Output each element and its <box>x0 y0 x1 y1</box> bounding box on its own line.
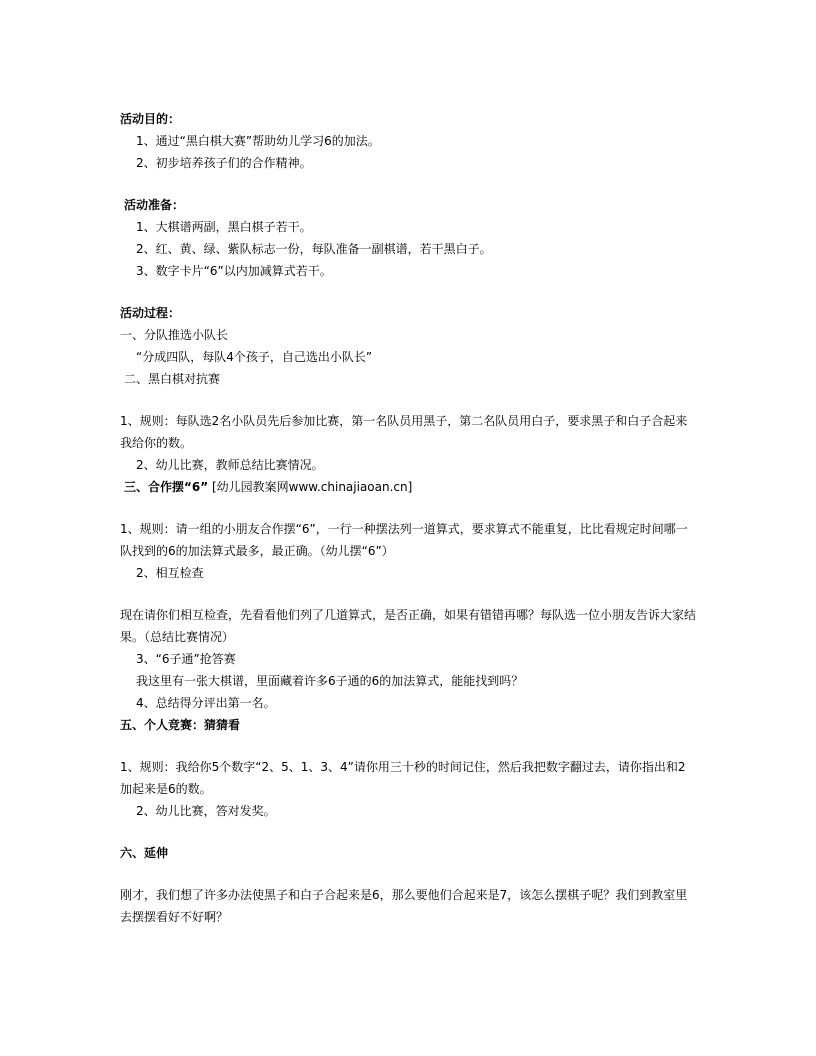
section-3-item-3: 3、“6子通”抢答赛 <box>136 652 236 666</box>
section-3-item-4: 4、总结得分评出第一名。 <box>136 696 276 710</box>
goal-heading: 活动目的： <box>120 112 181 126</box>
process-heading: 活动过程： <box>120 306 181 320</box>
section-2-item-2: 2、幼儿比赛，教师总结比赛情况。 <box>136 458 324 472</box>
section-3-heading-line <box>124 478 412 496</box>
prep-heading: 活动准备： <box>124 198 185 212</box>
section-3-rule-line-2: 队找到的6的加法算式最多，最正确。（幼儿摆“6”） <box>120 544 394 558</box>
section-3-item-2: 2、相互检查 <box>136 566 204 580</box>
section-3-heading: 三、合作摆“6” <box>124 480 209 494</box>
prep-item-2: 2、红、黄、绿、紫队标志一份，每队准备一副棋谱，若干黑白子。 <box>136 242 492 256</box>
source-link[interactable]: [幼儿园教案网www.chinajiaoan.cn] <box>211 480 413 494</box>
section-3-rule-line-1: 1、规则：请一组的小朋友合作摆“6”，一行一种摆法列一道算式，要求算式不能重复，比比看规定时间哪一 <box>120 522 688 536</box>
prep-item-1: 1、大棋谱两副，黑白棋子若干。 <box>136 220 312 234</box>
section-2-rule-line-2: 我给你的数。 <box>120 436 193 450</box>
section-1-heading: 一、分队推选小队长 <box>120 328 229 342</box>
section-3-check-line-2: 果。（总结比赛情况） <box>120 630 235 644</box>
section-1-text: “分成四队，每队4个孩子，自己选出小队长” <box>136 350 373 364</box>
section-3-check-line-1: 现在请你们相互检查，先看看他们列了几道算式，是否正确，如果有错错再哪？每队选一位小朋友告诉大家结 <box>120 608 697 622</box>
section-6-text-line-2: 去摆摆看好不好啊？ <box>120 910 229 924</box>
section-5-heading: 五、个人竞赛：猜猜看 <box>120 718 241 732</box>
section-5-rule-line-2: 加起来是6的数。 <box>120 782 212 796</box>
goal-item-1: 1、通过“黑白棋大赛”帮助幼儿学习6的加法。 <box>136 134 380 148</box>
section-6-heading: 六、延伸 <box>120 846 169 860</box>
section-3-item-3-text: 我这里有一张大棋谱，里面藏着许多6子通的6的加法算式，能能找到吗？ <box>136 674 524 688</box>
section-2-heading: 二、黑白棋对抗赛 <box>124 372 221 386</box>
prep-item-3: 3、数字卡片“6”以内加减算式若干。 <box>136 264 332 278</box>
section-6-text-line-1: 刚才，我们想了许多办法使黑子和白子合起来是6，那么要他们合起来是7，该怎么摆棋子呢？我们到教室里 <box>120 888 688 902</box>
goal-item-2: 2、初步培养孩子们的合作精神。 <box>136 156 312 170</box>
section-5-rule-line-1: 1、规则：我给你5个数字“2、5、1、3、4”请你用三十秒的时间记住，然后我把数字翻过去，请你指出和2 <box>120 760 686 774</box>
section-5-item-2: 2、幼儿比赛，答对发奖。 <box>136 804 276 818</box>
section-2-rule-line-1: 1、规则：每队选2名小队员先后参加比赛，第一名队员用黑子，第二名队员用白子，要求黑子和白子合起来 <box>120 414 688 428</box>
